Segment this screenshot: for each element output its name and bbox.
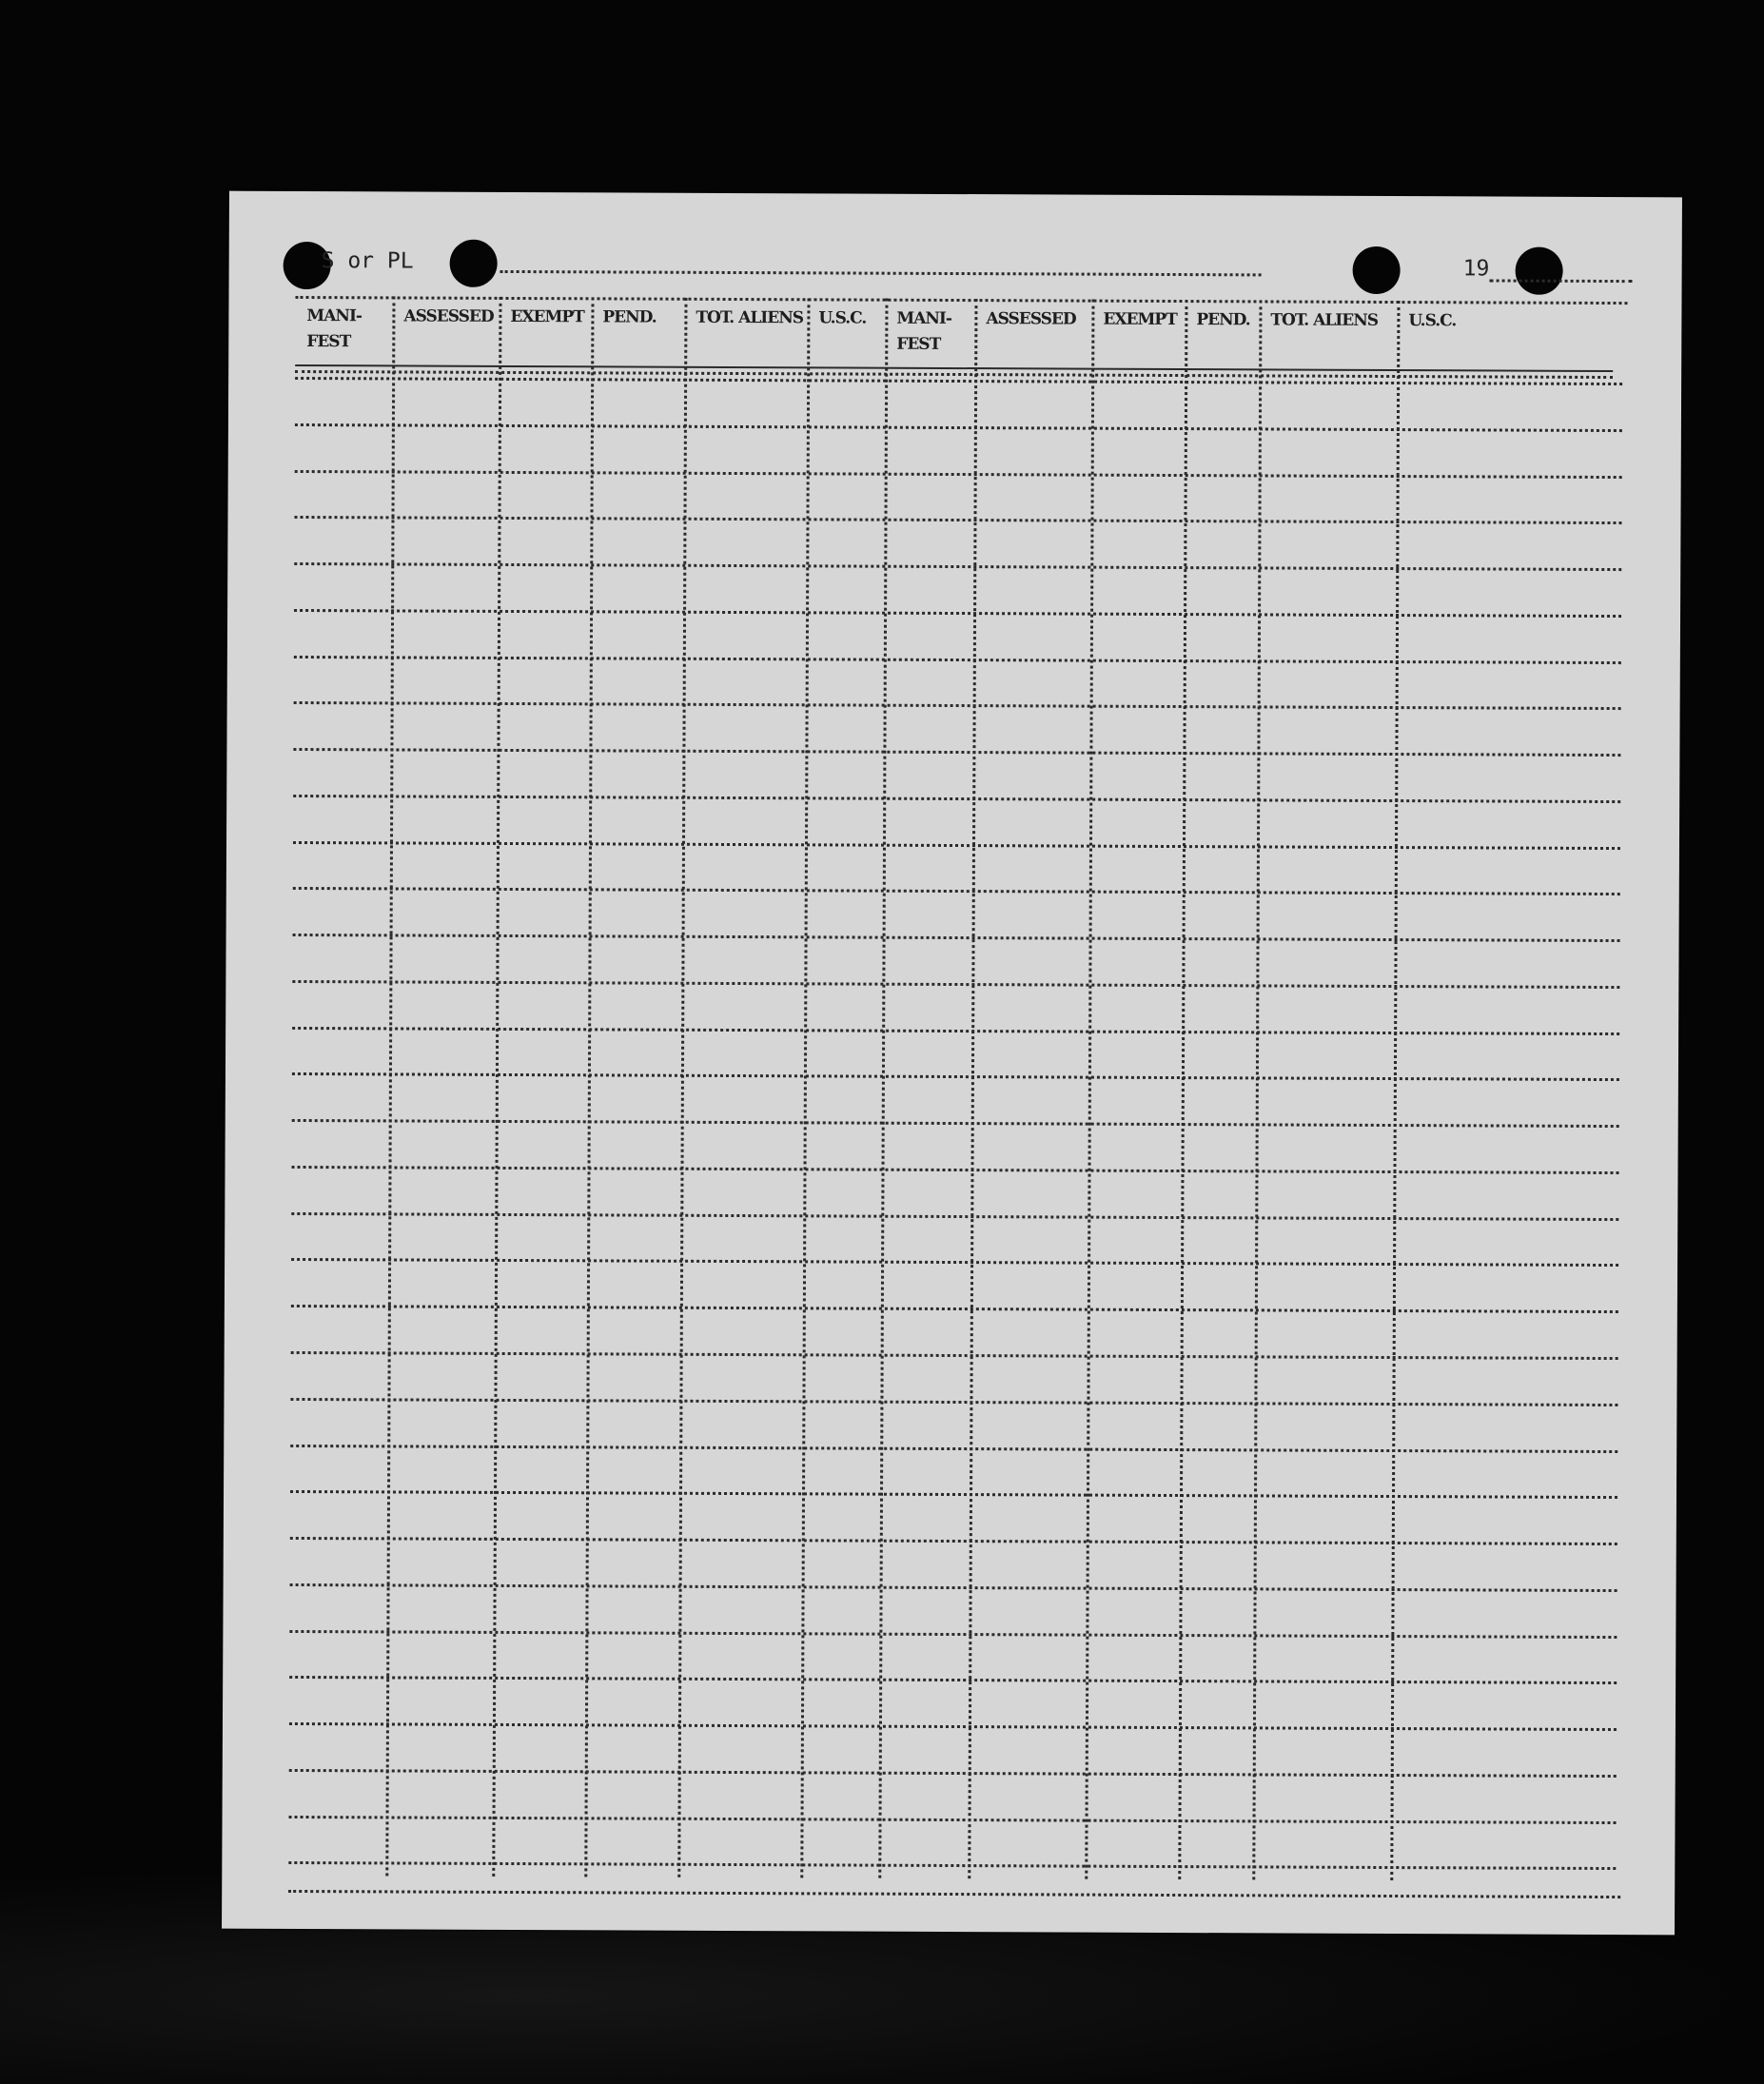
column-header-2 [403, 304, 493, 329]
punch-hole-right [1516, 247, 1563, 295]
row-line [289, 1816, 1617, 1824]
column-divider [1252, 300, 1262, 1879]
row-line [294, 701, 1621, 710]
row-line [294, 562, 1621, 571]
column-header-1 [306, 304, 362, 355]
row-line [292, 1119, 1619, 1128]
column-header-10 [1196, 307, 1249, 333]
column-divider [968, 299, 977, 1878]
row-line [295, 377, 1622, 385]
row-line [289, 1722, 1617, 1731]
row-line [294, 656, 1621, 664]
year-label: 19 [1462, 256, 1490, 282]
column-divider [385, 296, 395, 1876]
column-header-3 [510, 305, 583, 330]
row-line [291, 1305, 1618, 1313]
row-line [291, 1258, 1618, 1267]
row-line [289, 1769, 1617, 1778]
column-header-line: U.S.C. [1408, 311, 1457, 331]
column-divider [1390, 301, 1400, 1880]
column-divider [1085, 300, 1094, 1879]
column-divider [878, 299, 888, 1878]
row-line [290, 1583, 1617, 1592]
column-header-11 [1270, 307, 1378, 333]
row-line [292, 1072, 1619, 1081]
ledger-grid [229, 191, 1682, 198]
row-line [291, 1351, 1618, 1360]
row-line [293, 841, 1620, 850]
column-header-line: PEND. [602, 307, 657, 327]
column-header-line: ASSESSED [403, 306, 494, 326]
row-line [293, 887, 1620, 895]
row-line [292, 1166, 1619, 1174]
column-header-line: FEST [306, 332, 351, 352]
row-line [293, 748, 1620, 757]
column-divider [800, 298, 810, 1878]
row-line [288, 1861, 1616, 1870]
column-header-5 [696, 305, 803, 331]
column-header-6 [818, 305, 866, 331]
row-line [294, 609, 1621, 618]
punch-hole-center-left [450, 240, 498, 287]
footer-rule [288, 1890, 1620, 1898]
column-header-line: TOT. ALIENS [696, 307, 804, 328]
column-divider [492, 297, 501, 1877]
row-line [290, 1398, 1617, 1406]
row-line [289, 1630, 1617, 1639]
row-line [290, 1537, 1617, 1545]
punch-hole-center-right [1353, 246, 1401, 294]
row-line [290, 1445, 1617, 1453]
row-line [294, 516, 1621, 524]
column-header-12 [1408, 308, 1456, 334]
row-line [292, 980, 1619, 989]
column-header-7 [896, 306, 951, 358]
row-line [291, 1212, 1618, 1221]
ledger-sheet [222, 191, 1682, 1936]
column-divider [1178, 300, 1187, 1879]
year-fill-line [1490, 279, 1633, 283]
column-header-line: PEND. [1196, 310, 1250, 330]
row-line [293, 795, 1620, 803]
column-header-9 [1103, 307, 1176, 333]
column-header-8 [986, 306, 1075, 332]
vessel-name-fill-line [500, 270, 1262, 276]
column-divider [584, 297, 594, 1877]
column-header-line: MANI- [306, 306, 363, 326]
column-header-line: FEST [896, 334, 941, 354]
column-header-line: MANI- [896, 308, 952, 328]
row-line [293, 934, 1620, 942]
column-header-line: EXEMPT [510, 306, 584, 327]
column-header-line: U.S.C. [818, 308, 867, 328]
row-line [289, 1676, 1617, 1684]
column-header-line: ASSESSED [986, 309, 1076, 329]
column-header-4 [602, 305, 656, 330]
vessel-label: S or PL [321, 248, 414, 274]
column-divider [677, 298, 687, 1878]
column-header-line: TOT. ALIENS [1270, 310, 1379, 330]
header-top-rule [295, 296, 1627, 305]
row-line [292, 1027, 1619, 1035]
row-line [295, 423, 1622, 432]
row-line [295, 470, 1622, 479]
column-header-line: EXEMPT [1103, 309, 1177, 330]
row-line [290, 1490, 1617, 1499]
